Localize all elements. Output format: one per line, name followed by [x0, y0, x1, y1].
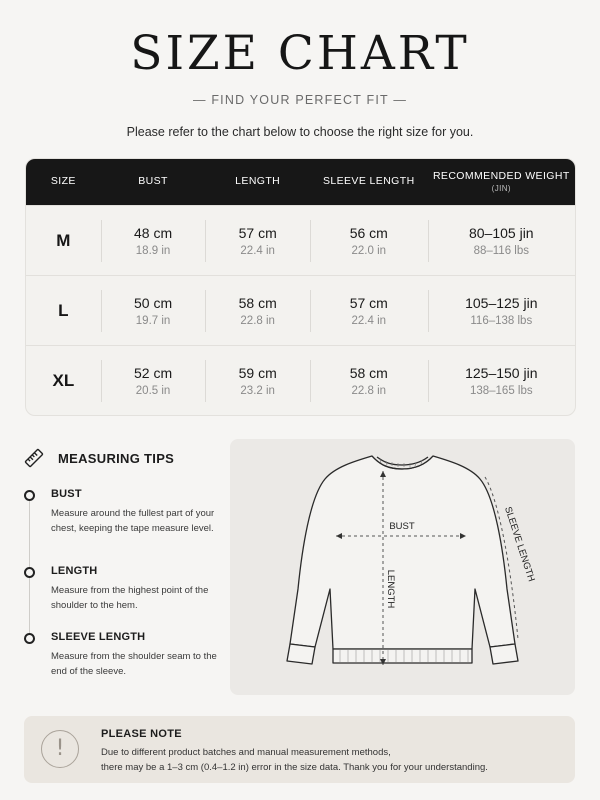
length-in: 23.2 in	[240, 384, 275, 397]
note-text	[101, 745, 566, 775]
tip-bust	[24, 488, 224, 536]
bust-cm: 52 cm	[133, 364, 173, 381]
header-recommended-weight	[428, 170, 575, 194]
sleeve-cell	[310, 288, 428, 334]
header-bust: BUST	[138, 175, 168, 188]
measuring-tips-heading	[24, 448, 174, 468]
size-label: L	[58, 300, 69, 320]
tip-sleeve-length	[24, 631, 224, 679]
weight-lbs: 88–116 lbs	[473, 244, 529, 257]
bust-cell	[101, 288, 206, 334]
bust-cm: 50 cm	[133, 294, 173, 311]
length-cm: 57 cm	[238, 224, 277, 241]
sleeve-in: 22.8 in	[351, 384, 387, 397]
sleeve-in: 22.4 in	[351, 314, 387, 327]
bust-in: 18.9 in	[135, 244, 171, 257]
page-title: SIZE CHART	[130, 26, 470, 81]
tip-description: Measure from the shoulder seam to the end of the sleeve.	[51, 651, 217, 677]
tips-title: MEASURING TIPS	[58, 450, 175, 466]
diagram-bust-label: BUST	[389, 521, 415, 532]
bust-cell	[101, 218, 206, 264]
intro-text: Please refer to the chart below to choose the right size for you.	[126, 125, 474, 139]
note-line-1: Due to different product batches and manual measurement methods,	[101, 747, 391, 758]
bullet-icon	[24, 633, 35, 644]
bust-in: 19.7 in	[135, 314, 171, 327]
weight-cell	[428, 358, 575, 404]
table-row	[26, 205, 575, 275]
tip-description: Measure around the fullest part of your chest, keeping the tape measure level.	[51, 508, 215, 534]
diagram-sleeve-label: SLEEVE LENGTH	[502, 505, 537, 584]
bust-cm: 48 cm	[133, 224, 173, 241]
weight-lbs: 138–165 lbs	[469, 384, 533, 397]
page-subtitle: — FIND YOUR PERFECT FIT —	[192, 93, 408, 107]
table-row	[26, 275, 575, 345]
length-cell	[205, 218, 310, 264]
sleeve-in: 22.0 in	[351, 244, 387, 257]
sleeve-cm: 57 cm	[349, 294, 388, 311]
tip-title: BUST	[51, 488, 82, 500]
length-in: 22.8 in	[240, 314, 275, 327]
bust-cell	[101, 358, 206, 404]
length-cm: 59 cm	[238, 364, 277, 381]
bust-in: 20.5 in	[135, 384, 171, 397]
table-header	[26, 159, 575, 205]
note-heading: PLEASE NOTE	[101, 728, 182, 740]
tip-title: LENGTH	[51, 565, 98, 577]
header-size: SIZE	[50, 175, 76, 188]
bullet-icon	[24, 490, 35, 501]
weight-jin: 80–105 jin	[468, 224, 534, 241]
weight-jin: 125–150 jin	[465, 364, 538, 381]
weight-lbs: 116–138 lbs	[470, 314, 533, 327]
weight-cell	[428, 218, 575, 264]
diagram-length-label: LENGTH	[385, 569, 396, 609]
sleeve-cm: 58 cm	[349, 364, 388, 381]
sweater-diagram	[230, 439, 575, 695]
tip-description: Measure from the highest point of the shoulder to the hem.	[51, 585, 209, 611]
table-row	[26, 345, 575, 415]
header-weight-label: RECOMMENDED WEIGHT	[432, 169, 570, 182]
size-label: XL	[52, 370, 75, 390]
header-length: LENGTH	[235, 175, 281, 188]
sweater-illustration	[230, 439, 575, 695]
size-label: M	[56, 230, 71, 250]
length-cell	[205, 288, 310, 334]
tip-title: SLEEVE LENGTH	[51, 631, 146, 643]
sleeve-cell	[310, 358, 428, 404]
length-cm: 58 cm	[238, 294, 277, 311]
tip-length	[24, 565, 224, 613]
note-line-2: there may be a 1–3 cm (0.4–1.2 in) error in the size data. Thank you for your understanding.	[101, 762, 488, 773]
ruler-icon	[24, 448, 44, 468]
header-sleeve-length: SLEEVE LENGTH	[322, 175, 415, 188]
weight-jin: 105–125 jin	[465, 294, 538, 311]
length-cell	[205, 358, 310, 404]
sleeve-cm: 56 cm	[349, 224, 388, 241]
header-weight-unit: (JIN)	[491, 184, 511, 194]
exclamation-icon: !	[41, 730, 79, 768]
bullet-icon	[24, 567, 35, 578]
size-table	[25, 158, 576, 416]
sleeve-cell	[310, 218, 428, 264]
please-note-box	[24, 716, 575, 783]
weight-cell	[428, 288, 575, 334]
length-in: 22.4 in	[240, 244, 275, 257]
